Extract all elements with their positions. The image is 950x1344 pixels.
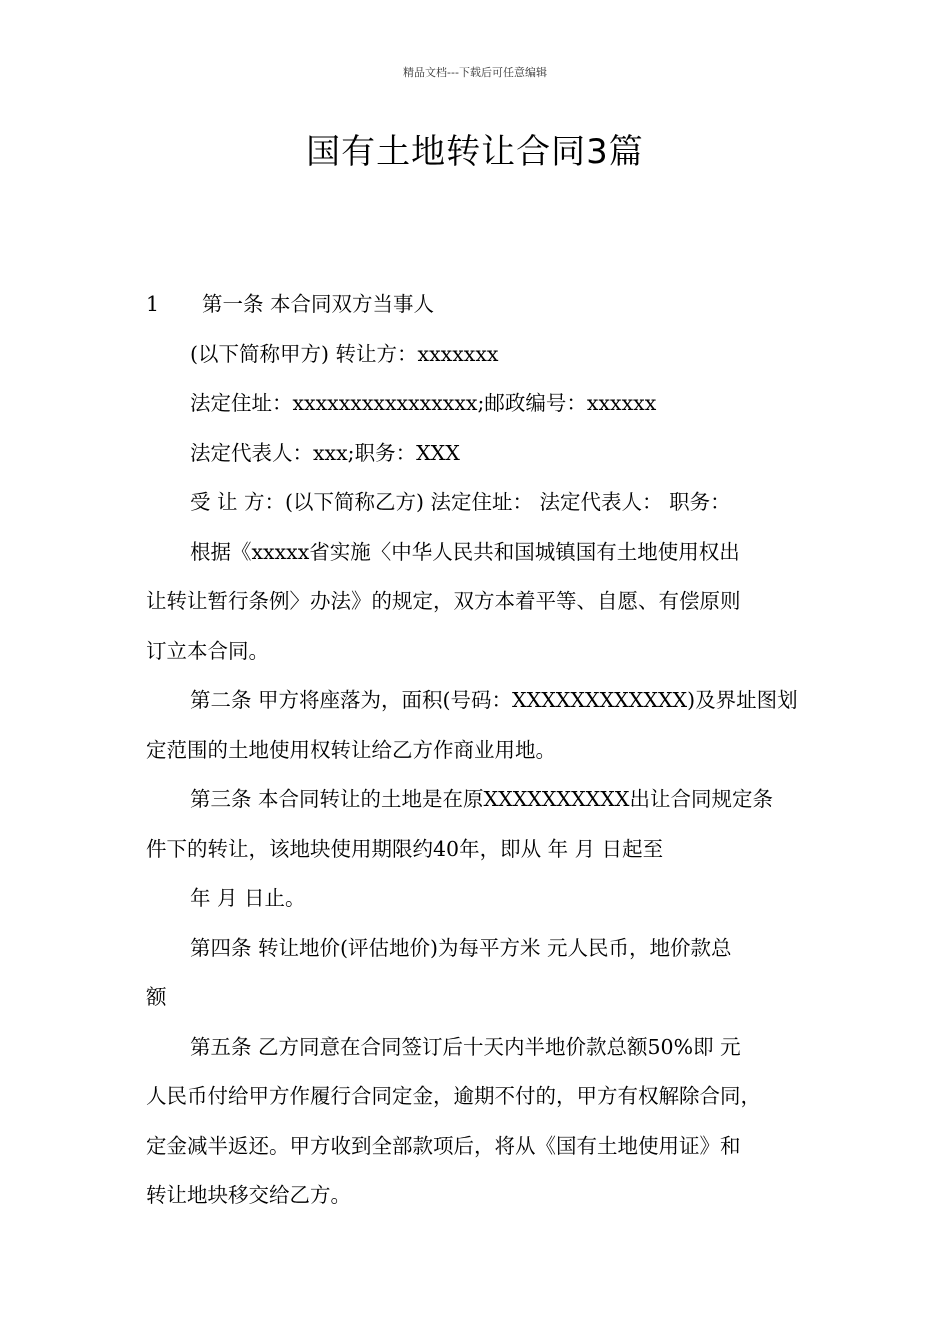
document-title: 国有土地转让合同3篇 [306, 132, 644, 172]
paragraph-line: 法定代表人：xxx;职务：XXX [190, 440, 460, 465]
paragraph-line: 受 让 方：(以下简称乙方) 法定住址： 法定代表人： 职务： [190, 490, 731, 514]
paragraph-line: 额 [146, 985, 167, 1009]
paragraph-line: 定范围的土地使用权转让给乙方作商业用地。 [146, 737, 556, 762]
paragraph-line [146, 280, 816, 330]
paragraph-line: 第五条 乙方同意在合同签订后十天内半地价款总额50%即 元 [190, 1034, 741, 1059]
paragraph-line: 转让地块移交给乙方。 [146, 1183, 351, 1207]
paragraph-line: 件下的转让，该地块使用期限约40年，即从 年 月 日起至 [146, 836, 664, 861]
paragraph-line: 第二条 甲方将座落为，面积(号码：XXXXXXXXXXXX)及界址图划 [190, 688, 798, 712]
paragraph-line: 年 月 日止。 [190, 886, 306, 910]
document-body [146, 280, 816, 1221]
paragraph-line: 根据《xxxxx省实施〈中华人民共和国城镇国有土地使用权出 [190, 539, 740, 564]
paragraph-line: 人民币付给甲方作履行合同定金，逾期不付的，甲方有权解除合同， [146, 1084, 761, 1108]
paragraph-line: 法定住址：xxxxxxxxxxxxxxxx;邮政编号：xxxxxx [190, 391, 657, 415]
paragraph-line: (以下简称甲方) 转让方：xxxxxxx [190, 341, 499, 366]
paragraph-line: 让转让暂行条例〉办法》的规定，双方本着平等、自愿、有偿原则 [146, 589, 741, 613]
paragraph-line: 第三条 本合同转让的土地是在原XXXXXXXXXX出让合同规定条 [190, 787, 773, 811]
item-number: 1 [146, 292, 160, 316]
paragraph-line: 第四条 转让地价(评估地价)为每平方米 元人民币，地价款总 [190, 935, 732, 960]
paragraph-line: 订立本合同。 [146, 638, 269, 663]
header-note: 精品文档---下载后可任意编辑 [403, 66, 547, 79]
line-text: 第一条 本合同双方当事人 [202, 292, 435, 316]
paragraph-line: 定金减半返还。甲方收到全部款项后，将从《国有土地使用证》和 [146, 1133, 741, 1158]
